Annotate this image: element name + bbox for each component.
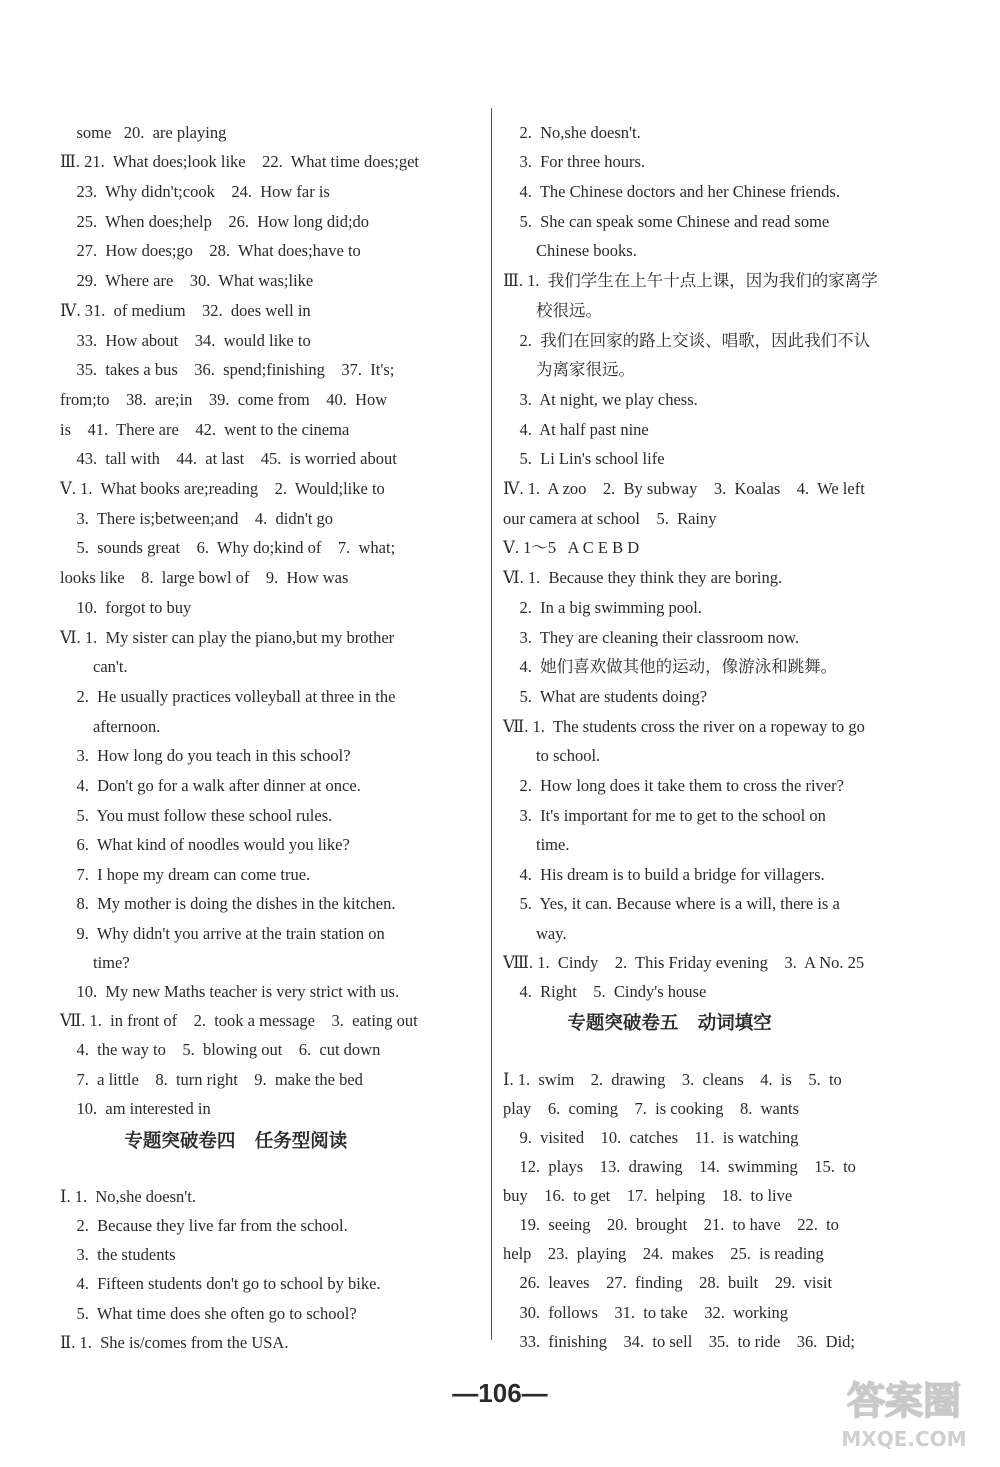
answer-line: is 41. There are 42. went to the cinema [60, 420, 350, 439]
answer-line: can't. [60, 657, 128, 676]
answer-line: 2. In a big swimming pool. [503, 598, 702, 617]
answer-line: Ⅵ. 1. Because they think they are boring. [503, 568, 783, 587]
answer-line: 4. 她们喜欢做其他的运动，像游泳和跳舞。 [503, 657, 838, 676]
answer-line: afternoon. [60, 717, 161, 736]
answer-line: 9. Why didn't you arrive at the train station on [60, 924, 385, 943]
answer-line: 10. forgot to buy [60, 598, 192, 617]
answer-line: Ⅲ. 1. 我们学生在上午十点上课，因为我们的家离学 [503, 271, 878, 290]
answer-line: to school. [503, 746, 601, 765]
answer-line: 5. Li Lin's school life [503, 449, 665, 468]
answer-line: 2. No,she doesn't. [503, 123, 641, 142]
answer-line: play 6. coming 7. is cooking 8. wants [503, 1099, 800, 1118]
answer-line: Ⅷ. 1. Cindy 2. This Friday evening 3. A No. 25 [503, 953, 865, 972]
answer-line: help 23. playing 24. makes 25. is reading [503, 1244, 824, 1263]
answer-line: buy 16. to get 17. helping 18. to live [503, 1186, 793, 1205]
answer-line: from;to 38. are;in 39. come from 40. How [60, 390, 388, 409]
answer-line: Ⅲ. 21. What does;look like 22. What time does;get [60, 152, 419, 171]
answer-line: 3. At night, we play chess. [503, 390, 698, 409]
answer-line: 2. How long does it take them to cross the river? [503, 776, 844, 795]
answer-line: way. [503, 924, 567, 943]
answer-line: 43. tall with 44. at last 45. is worried about [60, 449, 397, 468]
answer-line: Ⅴ. 1. What books are;reading 2. Would;like to [60, 479, 385, 498]
answer-line: 2. 我们在回家的路上交谈、唱歌，因此我们不认 [503, 331, 871, 350]
answer-line: 26. leaves 27. finding 28. built 29. visit [503, 1273, 833, 1292]
watermark-text-cn: 答案圈 [846, 1379, 962, 1423]
answer-line: 30. follows 31. to take 32. working [503, 1303, 789, 1322]
answer-line: Ⅵ. 1. My sister can play the piano,but my brother [60, 628, 395, 647]
watermark-text-en: MXQE.COM [841, 1427, 967, 1451]
answer-line: 7. a little 8. turn right 9. make the bed [60, 1070, 363, 1089]
answer-line: Ⅶ. 1. The students cross the river on a ropeway to go [503, 717, 865, 736]
answer-line: 5. Yes, it can. Because where is a will, there is a [503, 894, 840, 913]
answer-line: 35. takes a bus 36. spend;finishing 37. It's; [60, 360, 395, 379]
answer-line: Ⅱ. 1. She is/comes from the USA. [60, 1333, 289, 1352]
answer-line: 4. the way to 5. blowing out 6. cut down [60, 1040, 381, 1059]
answer-line: 19. seeing 20. brought 21. to have 22. to [503, 1215, 839, 1234]
answer-line: 4. At half past nine [503, 420, 649, 439]
answer-line: Ⅰ. 1. No,she doesn't. [60, 1187, 196, 1206]
answer-line: some 20. are playing [60, 123, 227, 142]
answer-line: 3. There is;between;and 4. didn't go [60, 509, 334, 528]
answer-line: 为离家很远。 [503, 360, 635, 379]
answer-line: 5. What time does she often go to school? [60, 1304, 357, 1323]
answer-line: 4. Right 5. Cindy's house [503, 982, 707, 1001]
answer-line: 4. His dream is to build a bridge for villagers. [503, 865, 825, 884]
answer-line: 27. How does;go 28. What does;have to [60, 241, 361, 260]
answer-line: 4. Fifteen students don't go to school by bike. [60, 1274, 381, 1293]
answer-line: Ⅳ. 31. of medium 32. does well in [60, 301, 311, 320]
answer-line: 12. plays 13. drawing 14. swimming 15. to [503, 1157, 856, 1176]
section-heading: 专题突破卷五 动词填空 [503, 1013, 772, 1034]
answer-line: 2. He usually practices volleyball at three in the [60, 687, 396, 706]
answer-line: 10. am interested in [60, 1099, 211, 1118]
answer-line: 5. sounds great 6. Why do;kind of 7. what; [60, 538, 396, 557]
answer-line: time. [503, 835, 570, 854]
answer-line: 4. The Chinese doctors and her Chinese friends. [503, 182, 840, 201]
answer-line: 3. the students [60, 1245, 176, 1264]
answer-line: 29. Where are 30. What was;like [60, 271, 314, 290]
answer-line: 5. She can speak some Chinese and read some [503, 212, 830, 231]
answer-line: Chinese books. [503, 241, 637, 260]
answer-line: 25. When does;help 26. How long did;do [60, 212, 370, 231]
answer-line: Ⅶ. 1. in front of 2. took a message 3. eating out [60, 1011, 418, 1030]
answer-line: 6. What kind of noodles would you like? [60, 835, 350, 854]
answer-line: Ⅴ. 1～5 A C E B D [503, 538, 640, 557]
answer-line: 33. finishing 34. to sell 35. to ride 36. Did; [503, 1332, 855, 1351]
answer-line: our camera at school 5. Rainy [503, 509, 717, 528]
answer-line: 10. My new Maths teacher is very strict with us. [60, 982, 400, 1001]
answer-line: 校很远。 [503, 301, 602, 320]
answer-line: Ⅰ. 1. swim 2. drawing 3. cleans 4. is 5. to [503, 1070, 842, 1089]
page-number: —106— [452, 1378, 548, 1408]
answer-line: 7. I hope my dream can come true. [60, 865, 311, 884]
answer-line: 3. For three hours. [503, 152, 646, 171]
column-divider [491, 108, 492, 1340]
answer-line: 33. How about 34. would like to [60, 331, 311, 350]
answer-line: Ⅳ. 1. A zoo 2. By subway 3. Koalas 4. We left [503, 479, 865, 498]
answer-line: 5. What are students doing? [503, 687, 708, 706]
answer-line: 2. Because they live far from the school. [60, 1216, 348, 1235]
answer-line: 9. visited 10. catches 11. is watching [503, 1128, 799, 1147]
answer-line: 4. Don't go for a walk after dinner at once. [60, 776, 361, 795]
answer-line: 3. How long do you teach in this school? [60, 746, 351, 765]
answer-line: time? [60, 953, 130, 972]
watermark-logo [820, 1372, 990, 1452]
answer-line: 3. It's important for me to get to the school on [503, 806, 826, 825]
section-heading: 专题突破卷四 任务型阅读 [60, 1131, 348, 1152]
answer-line: looks like 8. large bowl of 9. How was [60, 568, 349, 587]
answer-line: 5. You must follow these school rules. [60, 806, 333, 825]
answer-line: 8. My mother is doing the dishes in the kitchen. [60, 894, 396, 913]
answer-line: 3. They are cleaning their classroom now. [503, 628, 799, 647]
answer-line: 23. Why didn't;cook 24. How far is [60, 182, 330, 201]
